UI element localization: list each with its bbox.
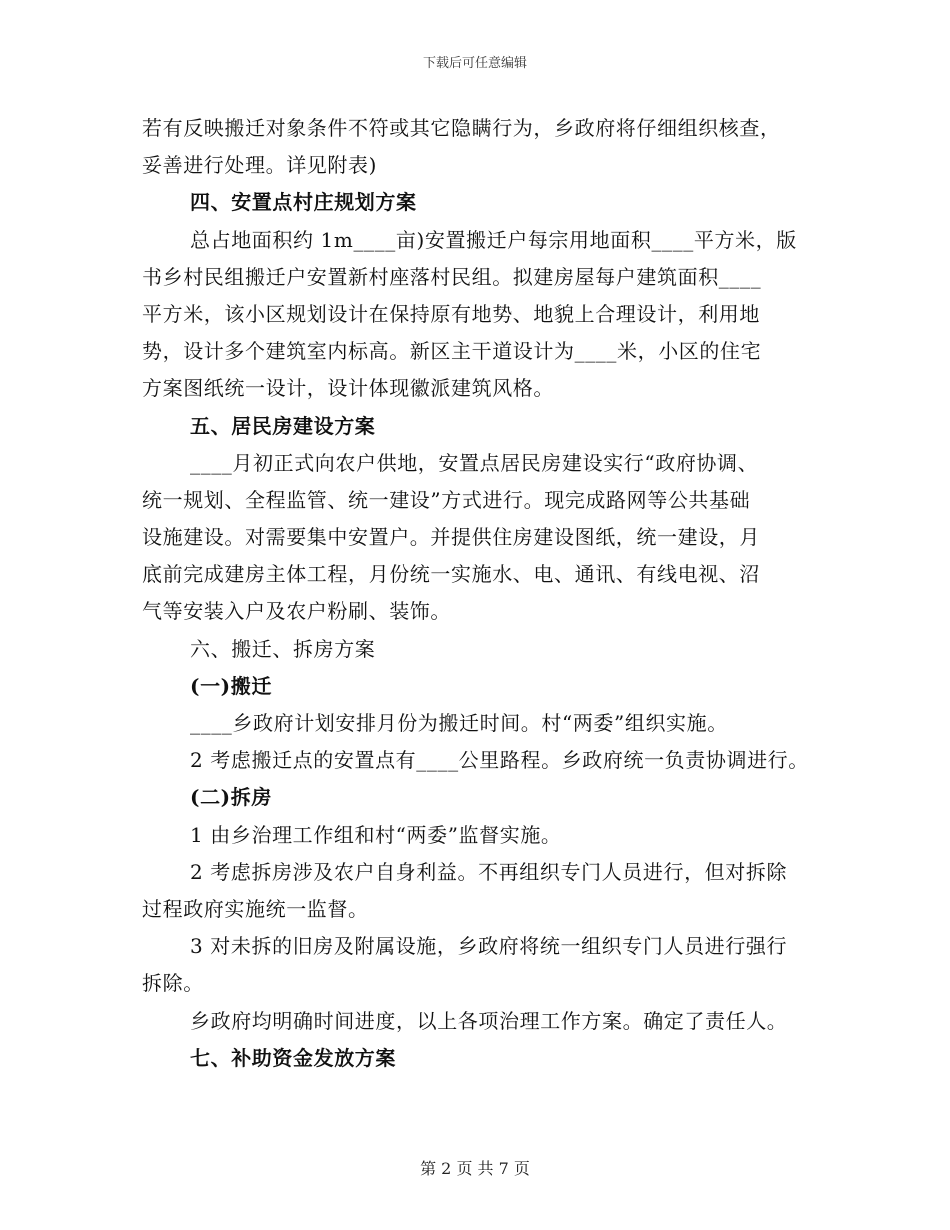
- paragraph-line: 2 考虑搬迁点的安置点有____公里路程。乡政府统一负责协调进行。: [190, 748, 809, 773]
- paragraph-line: 书乡村民组搬迁户安置新村座落村民组。拟建房屋每户建筑面积____: [142, 264, 762, 289]
- paragraph-line: 过程政府实施统一监督。: [142, 896, 369, 921]
- paragraph-line: 总占地面积约 1m____亩)安置搬迁户每宗用地面积____平方米，版: [190, 227, 797, 252]
- paragraph-line: 平方米，该小区规划设计在保持原有地势、地貌上合理设计，利用地: [142, 301, 760, 326]
- paragraph-line: 设施建设。对需要集中安置户。并提供住房建设图纸，统一建设，月: [142, 525, 760, 550]
- paragraph-line: 底前完成建房主体工程，月份统一实施水、电、通讯、有线电视、沼: [142, 562, 760, 587]
- paragraph-line: 六、搬迁、拆房方案: [190, 636, 376, 661]
- paragraph-line: 若有反映搬迁对象条件不符或其它隐瞒行为，乡政府将仔细组织核查，: [142, 116, 781, 140]
- paragraph-line: 统一规划、全程监管、统一建设”方式进行。现完成路网等公共基础: [142, 487, 751, 512]
- section-heading: 七、补助资金发放方案: [190, 1045, 396, 1070]
- section-heading: 四、安置点村庄规划方案: [190, 190, 417, 215]
- paragraph-line: 拆除。: [142, 971, 204, 996]
- document-body: [142, 110, 822, 1077]
- paragraph-line: 3 对未拆的旧房及附属设施，乡政府将统一组织专门人员进行强行: [190, 934, 788, 959]
- section-heading: (二)拆房: [190, 785, 272, 810]
- paragraph-line: ____乡政府计划安排月份为搬迁时间。村“两委”组织实施。: [190, 711, 728, 735]
- paragraph-line: ____月初正式向农户供地，安置点居民房建设实行“政府协调、: [190, 450, 759, 475]
- section-heading: 五、居民房建设方案: [190, 413, 376, 438]
- paragraph-line: 乡政府均明确时间进度，以上各项治理工作方案。确定了责任人。: [190, 1008, 788, 1033]
- paragraph-line: 势，设计多个建筑室内标高。新区主干道设计为____米，小区的住宅: [142, 339, 762, 364]
- paragraph-line: 气等安装入户及农户粉刷、装饰。: [142, 599, 451, 624]
- section-heading: (一)搬迁: [190, 673, 272, 698]
- paragraph-line: 2 考虑拆房涉及农户自身利益。不再组织专门人员进行，但对拆除: [190, 859, 788, 884]
- page-header-note: 下载后可任意编辑: [422, 56, 527, 71]
- paragraph-line: 方案图纸统一设计，设计体现徽派建筑风格。: [142, 376, 554, 401]
- paragraph-line: 妥善进行处理。详见附表): [142, 153, 378, 178]
- page-number: 第 2 页 共 7 页: [420, 1159, 530, 1178]
- paragraph-line: 1 由乡治理工作组和村“两委”监督实施。: [190, 822, 562, 847]
